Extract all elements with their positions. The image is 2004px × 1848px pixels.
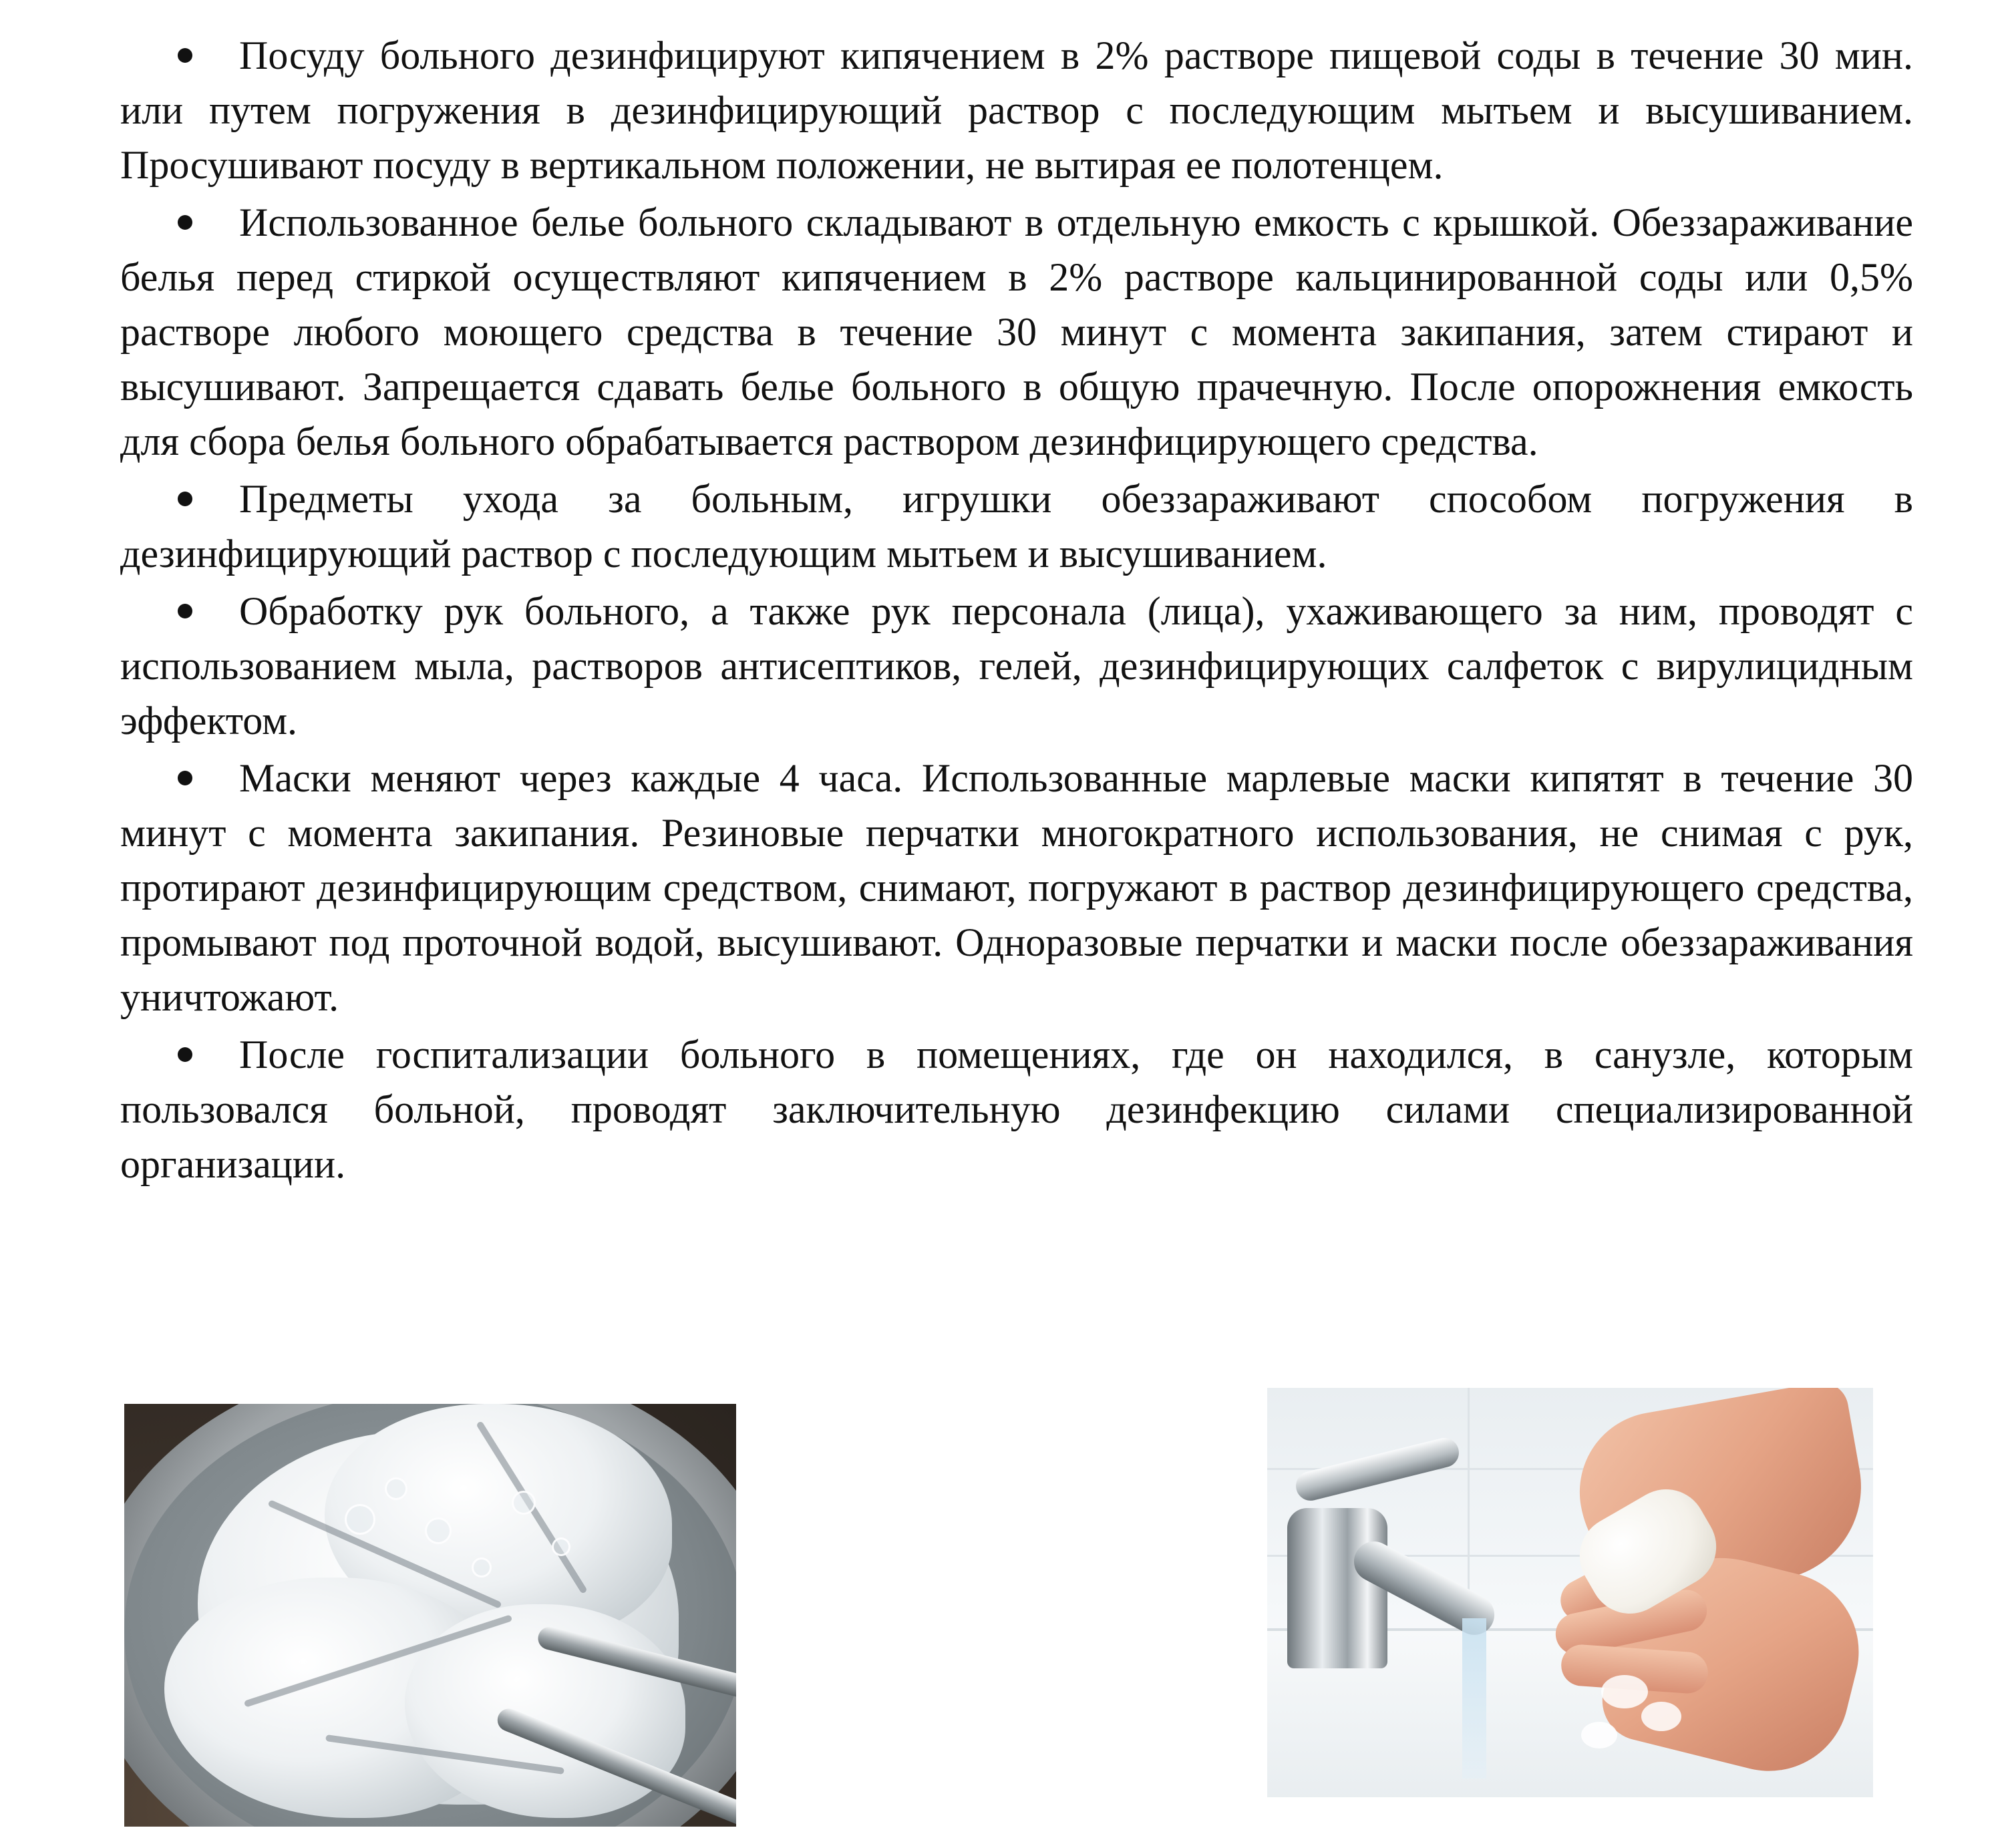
bubble	[552, 1537, 570, 1556]
bubble	[472, 1557, 492, 1578]
laundry-boiling-photo	[124, 1404, 736, 1827]
document-body	[120, 28, 1913, 1194]
bullet-item-final-disinfection	[120, 1027, 1913, 1191]
handwashing-photo	[1267, 1388, 1873, 1797]
soap-foam	[1601, 1675, 1648, 1708]
soap-foam	[1641, 1702, 1681, 1731]
water-stream	[1462, 1618, 1486, 1779]
bubble	[512, 1491, 536, 1515]
bullet-icon	[178, 771, 192, 785]
bullet-item-hands	[120, 584, 1913, 748]
bullet-item-dishes	[120, 28, 1913, 192]
bullet-text: Предметы ухода за больным, игрушки обеззараживают способом погружения в дезинфицирующий раствор с последующим мытьем и высушиванием.	[120, 477, 1913, 576]
soap-foam	[1581, 1722, 1617, 1748]
bullet-text: Обработку рук больного, а также рук персонала (лица), ухаживающего за ним, проводят с использованием мыла, растворов антисептиков, гелей, дезинфицирующих салфеток с вирулицидным эффектом.	[120, 589, 1913, 743]
faucet-lever	[1293, 1435, 1462, 1503]
bubble	[345, 1504, 375, 1535]
bullet-icon	[178, 604, 192, 618]
bullet-item-linen	[120, 195, 1913, 469]
bullet-icon	[178, 48, 192, 63]
bullet-icon	[178, 492, 192, 506]
faucet-icon	[1287, 1508, 1387, 1668]
bullet-text: Использованное белье больного складывают в отдельную емкость с крышкой. Обеззараживание белья перед стиркой осуществляют кипячением в 2% растворе кальцинированной соды или 0,5% растворе любого моющего средства в течение 30 минут с момента закипания, затем стирают и высушивают. Запрещается сдавать белье больного в общую прачечную. После опорожнения емкость для сбора белья больного обрабатывается раствором дезинфицирующего средства.	[120, 200, 1913, 464]
bullet-item-care-items	[120, 472, 1913, 581]
bubble	[385, 1477, 407, 1500]
bullet-item-masks	[120, 751, 1913, 1025]
bubble	[425, 1517, 452, 1544]
bullet-text: После госпитализации больного в помещениях, где он находился, в санузле, которым пользовался больной, проводят заключительную дезинфекцию силами специализированной организации.	[120, 1033, 1913, 1186]
bullet-text: Маски меняют через каждые 4 часа. Использованные марлевые маски кипятят в течение 30 минут с момента закипания. Резиновые перчатки многократного использования, не снимая с рук, протирают дезинфицирующим средством, снимают, погружают в раствор дезинфицирующего средства, промывают под проточной водой, высушивают. Одноразовые перчатки и маски после обеззараживания уничтожают.	[120, 756, 1913, 1019]
bullet-icon	[178, 215, 192, 230]
bullet-icon	[178, 1047, 192, 1062]
bullet-text: Посуду больного дезинфицируют кипячением в 2% растворе пищевой соды в течение 30 мин. или путем погружения в дезинфицирующий раствор с последующим мытьем и высушиванием. Просушивают посуду в вертикальном положении, не вытирая ее полотенцем.	[120, 33, 1913, 187]
